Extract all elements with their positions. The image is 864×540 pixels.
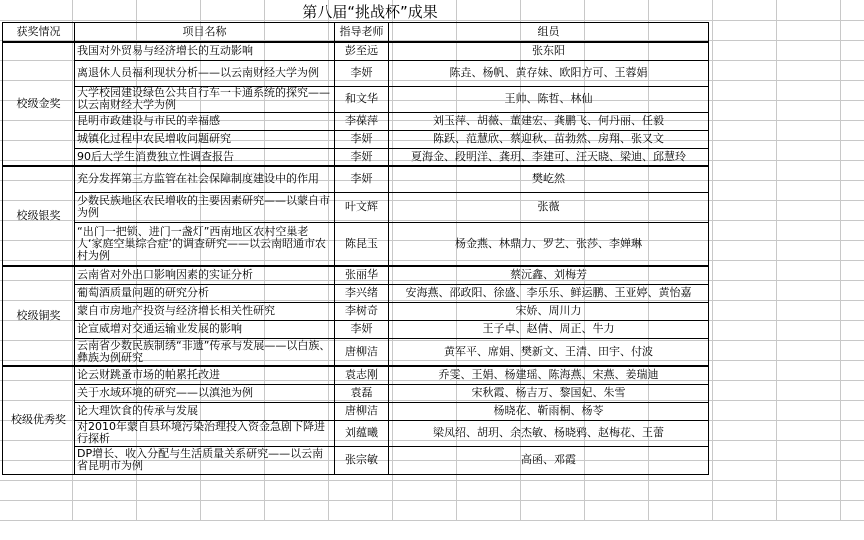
project-cell: 昆明市政建设与市民的幸福感 — [75, 112, 335, 130]
table-row — [3, 420, 709, 446]
table-row — [3, 86, 709, 112]
project-cell: 对2010年蒙自县环境污染治理投入资金急剧下降进行探析 — [75, 420, 335, 446]
results-table — [2, 22, 709, 475]
award-cell: 校级铜奖 — [3, 266, 75, 366]
table-row — [3, 266, 709, 284]
table-row — [3, 130, 709, 148]
members-cell: 杨金燕、林鼎力、罗艺、张莎、李婵琳 — [389, 222, 709, 266]
members-cell: 杨晓花、靳雨桐、杨苓 — [389, 402, 709, 420]
teacher-cell: 李兴绪 — [335, 284, 389, 302]
project-cell: 论大理饮食的传承与发展 — [75, 402, 335, 420]
members-cell: 高函、邓霞 — [389, 446, 709, 474]
grid-row-line — [0, 500, 864, 501]
members-cell: 蔡沅鑫、刘梅芳 — [389, 266, 709, 284]
teacher-cell: 袁磊 — [335, 384, 389, 402]
grid-row-line — [0, 480, 864, 481]
header-project: 项目名称 — [75, 23, 335, 43]
project-cell: “出门一把锁、进门一盏灯”西南地区农村空巢老人‘家庭空巢综合症’的调查研究——以云南昭通市农村为例 — [75, 222, 335, 266]
members-cell: 张东阳 — [389, 42, 709, 60]
members-cell: 乔雯、王娟、杨建瑶、陈海燕、宋燕、姜瑞迪 — [389, 366, 709, 384]
members-cell: 王帅、陈哲、林仙 — [389, 86, 709, 112]
table-row — [3, 320, 709, 338]
teacher-cell: 唐柳洁 — [335, 402, 389, 420]
members-cell: 宋秋霞、杨吉万、黎国妃、朱雪 — [389, 384, 709, 402]
project-cell: 云南省对外出口影响因素的实证分析 — [75, 266, 335, 284]
header-members: 组员 — [389, 23, 709, 43]
teacher-cell: 叶文辉 — [335, 192, 389, 222]
table-row — [3, 446, 709, 474]
members-cell: 安海燕、邵政阳、徐盛、李乐乐、鲜运鹏、王亚婷、黄怡嘉 — [389, 284, 709, 302]
teacher-cell: 陈昆玉 — [335, 222, 389, 266]
teacher-cell: 唐柳洁 — [335, 338, 389, 366]
table-row — [3, 284, 709, 302]
table-row — [3, 402, 709, 420]
table-row — [3, 192, 709, 222]
table-row — [3, 166, 709, 192]
table-row — [3, 112, 709, 130]
project-cell: 离退休人员福利现状分析——以云南财经大学为例 — [75, 60, 335, 86]
members-cell: 王子卓、赵倩、周正、牛力 — [389, 320, 709, 338]
table-row — [3, 222, 709, 266]
teacher-cell: 彭至远 — [335, 42, 389, 60]
table-row — [3, 338, 709, 366]
members-cell: 梁凤绍、胡玥、余杰敏、杨晓鸦、赵梅花、王蕾 — [389, 420, 709, 446]
table-row — [3, 148, 709, 166]
project-cell: DP增长、收入分配与生活质量关系研究——以云南省昆明市为例 — [75, 446, 335, 474]
page-title: 第八届“挑战杯”成果 — [302, 3, 438, 21]
project-cell: 关于水域环境的研究——以滇池为例 — [75, 384, 335, 402]
teacher-cell: 和文华 — [335, 86, 389, 112]
award-cell: 校级金奖 — [3, 42, 75, 166]
award-cell: 校级银奖 — [3, 166, 75, 266]
teacher-cell: 张宗敏 — [335, 446, 389, 474]
header-teacher: 指导老师 — [335, 23, 389, 43]
grid-row-line — [0, 520, 864, 521]
award-cell: 校级优秀奖 — [3, 366, 75, 474]
table-row — [3, 384, 709, 402]
project-cell: 论云财跳蚤市场的帕累托改进 — [75, 366, 335, 384]
members-cell: 黄军平、席娟、樊新文、王清、田宇、付波 — [389, 338, 709, 366]
project-cell: 葡萄酒质量问题的研究分析 — [75, 284, 335, 302]
table-row — [3, 366, 709, 384]
members-cell: 张薇 — [389, 192, 709, 222]
project-cell: 论宣威增对交通运输业发展的影响 — [75, 320, 335, 338]
members-cell: 夏海金、段明洋、龚玥、李建可、汪天晓、梁迪、邱慧玲 — [389, 148, 709, 166]
project-cell: 充分发挥第三方监管在社会保障制度建设中的作用 — [75, 166, 335, 192]
table-body — [3, 42, 709, 474]
teacher-cell: 李妍 — [335, 60, 389, 86]
project-cell: 云南省少数民族制绣“非遗”传承与发展——以白族、彝族为例研究 — [75, 338, 335, 366]
members-cell: 樊屹然 — [389, 166, 709, 192]
teacher-cell: 刘蕴曦 — [335, 420, 389, 446]
project-cell: 我国对外贸易与经济增长的互动影响 — [75, 42, 335, 60]
teacher-cell: 李妍 — [335, 320, 389, 338]
teacher-cell: 张丽华 — [335, 266, 389, 284]
teacher-cell: 李葆萍 — [335, 112, 389, 130]
table-row — [3, 302, 709, 320]
teacher-cell: 李妍 — [335, 166, 389, 192]
project-cell: 90后大学生消费独立性调查报告 — [75, 148, 335, 166]
table-row — [3, 60, 709, 86]
members-cell: 宋娇、周川力 — [389, 302, 709, 320]
header-row — [3, 23, 709, 43]
members-cell: 刘玉萍、胡薇、董建宏、龚鹏飞、何丹丽、任毅 — [389, 112, 709, 130]
members-cell: 陈跃、范慧欣、蔡迎秋、苗勃然、房翔、张又文 — [389, 130, 709, 148]
teacher-cell: 李妍 — [335, 130, 389, 148]
project-cell: 少数民族地区农民增收的主要因素研究——以蒙自市为例 — [75, 192, 335, 222]
project-cell: 蒙自市房地产投资与经济增长相关性研究 — [75, 302, 335, 320]
header-award: 获奖情况 — [3, 23, 75, 43]
teacher-cell: 袁志刚 — [335, 366, 389, 384]
teacher-cell: 李树奇 — [335, 302, 389, 320]
teacher-cell: 李妍 — [335, 148, 389, 166]
members-cell: 陈垚、杨帆、黄存妹、欧阳方可、王蓉娟 — [389, 60, 709, 86]
project-cell: 城镇化过程中农民增收问题研究 — [75, 130, 335, 148]
table-row — [3, 42, 709, 60]
project-cell: 大学校园建设绿色公共自行车一卡通系统的探究——以云南财经大学为例 — [75, 86, 335, 112]
